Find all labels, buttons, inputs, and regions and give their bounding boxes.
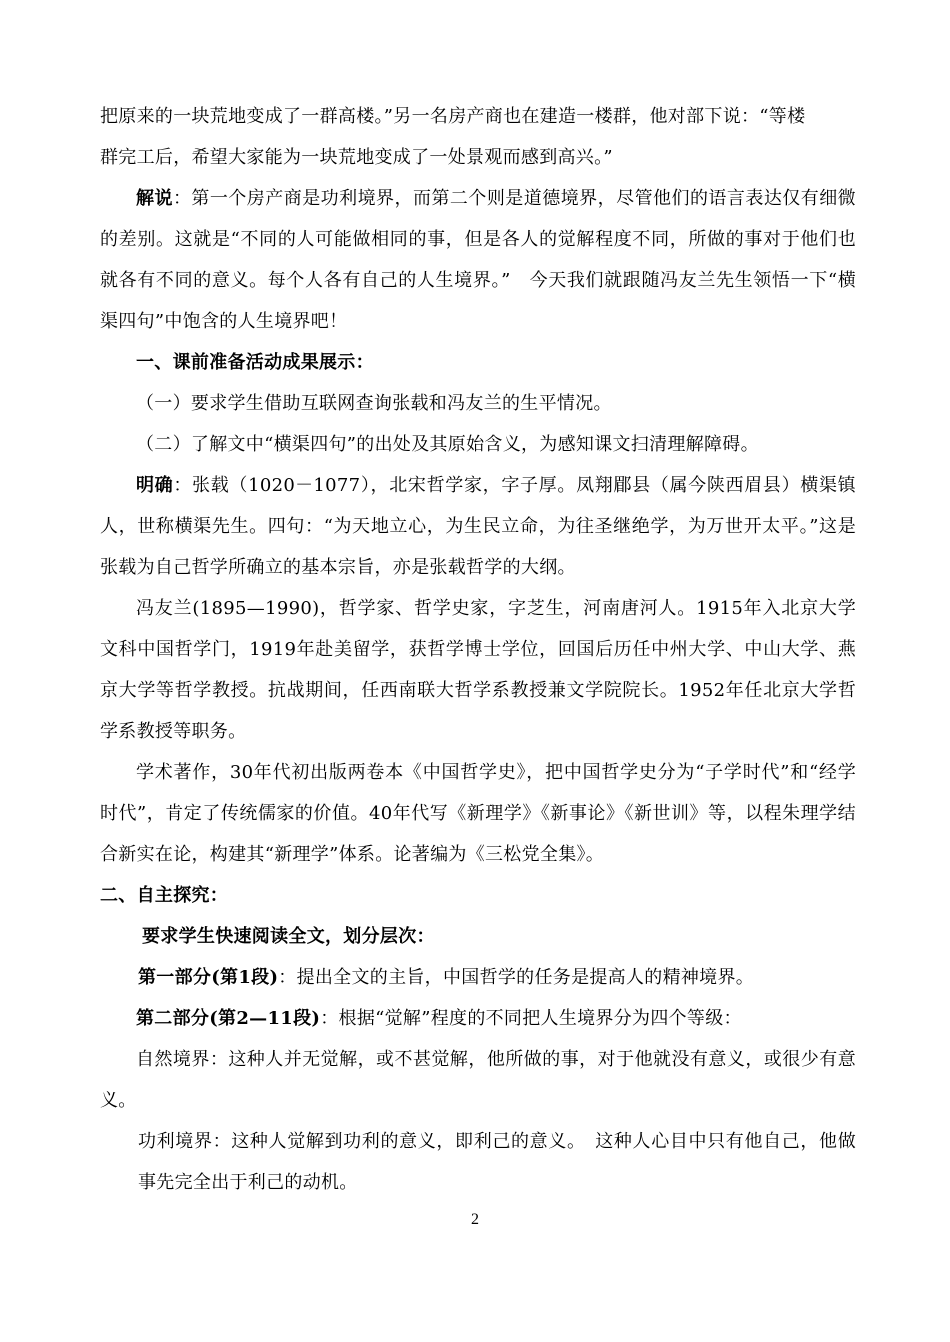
paragraph-utilitarian-realm: 功利境界：这种人觉解到功利的意义，即利己的意义。 这种人心目中只有他自己，他做事先完全出于利己的动机。: [138, 1131, 856, 1193]
section-heading-2: 二、自主探究：: [100, 885, 229, 906]
document-body: [100, 96, 856, 1203]
paragraph-explanation: [100, 178, 856, 342]
page-number: 2: [471, 1211, 479, 1228]
part-two: [100, 998, 856, 1039]
paragraph-feng-youlan-bio: 冯友兰(1895—1990)，哲学家、哲学史家，字芝生，河南唐河人。1915年入北京大学文科中国哲学门，1919年赴美留学，获哲学博士学位，回国后历任中州大学、中山大学、燕京大学等哲学教授。抗战期间，任西南联大哲学系教授兼文学院院长。1952年任北京大学哲学系教授等职务。: [100, 598, 856, 742]
paragraph-clarification: [100, 465, 856, 588]
list-item-1: （一）要求学生借助互联网查询张载和冯友兰的生平情况。: [136, 393, 612, 414]
part-one: [100, 957, 856, 998]
list-item-2: （二）了解文中“横渠四句”的出处及其原始含义，为感知课文扫清理解障碍。: [136, 434, 759, 455]
paragraph-continuation-line-1: 把原来的一块荒地变成了一群高楼。”另一名房产商也在建造一楼群，他对部下说：“等楼: [100, 106, 806, 127]
part-two-text: ：根据“觉解”程度的不同把人生境界分为四个等级：: [320, 1008, 742, 1029]
clarification-label: 明确: [136, 475, 174, 496]
part-one-text: ：提出全文的主旨，中国哲学的任务是提高人的精神境界。: [278, 967, 755, 988]
paragraph-academic-works: 学术著作，30年代初出版两卷本《中国哲学史》，把中国哲学史分为“子学时代”和“经学时代”，肯定了传统儒家的价值。40年代写《新理学》《新事论》《新世训》等，以程朱理学结合新实在论，构建其“新理学”体系。论著编为《三松党全集》。: [100, 762, 856, 865]
task-instruction: 要求学生快速阅读全文，划分层次：: [142, 926, 435, 947]
explanation-text: ：第一个房产商是功利境界，而第二个则是道德境界，尽管他们的语言表达仅有细微的差别。这就是“不同的人可能做相同的事，但是各人的觉解程度不同，所做的事对于他们也就各有不同的意义。每个人各有自己的人生境界。” 今天我们就跟随冯友兰先生领悟一下“横渠四句”中饱含的人生境界吧！: [100, 188, 856, 332]
part-two-label: 第二部分(第2—11段): [136, 1008, 321, 1029]
explanation-label: 解说: [136, 188, 173, 209]
paragraph-continuation-line-2: 群完工后，希望大家能为一块荒地变成了一处景观而感到高兴。”: [100, 147, 613, 168]
section-heading-1: 一、课前准备活动成果展示：: [136, 352, 374, 373]
clarification-text: ：张载（1020－1077），北宋哲学家，字子厚。凤翔郿县（属今陕西眉县）横渠镇人，世称横渠先生。四句：“为天地立心，为生民立命，为往圣继绝学，为万世开太平。”这是张载为自己哲学所确立的基本宗旨，亦是张载哲学的大纲。: [100, 475, 856, 578]
paragraph-natural-realm: 自然境界：这种人并无觉解，或不甚觉解，他所做的事，对于他就没有意义，或很少有意义。: [100, 1049, 856, 1111]
part-one-label: 第一部分(第1段): [138, 967, 279, 988]
